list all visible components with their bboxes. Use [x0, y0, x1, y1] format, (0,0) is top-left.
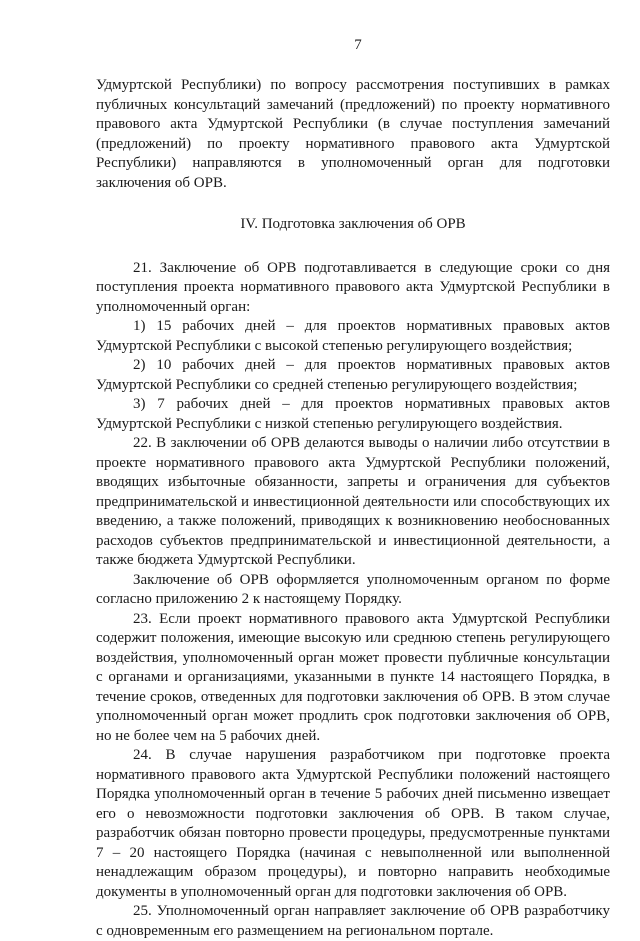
paragraph-21-item-1: 1) 15 рабочих дней – для проектов нормативных правовых актов Удмуртской Республики с высокой степенью регулирующего воздействия; [96, 317, 610, 356]
page-number: 7 [96, 36, 610, 54]
body-before-heading [96, 76, 610, 193]
body-after-heading [96, 259, 610, 941]
paragraph-25: 25. Уполномоченный орган направляет заключение об ОРВ разработчику с одновременным его размещением на региональном портале. [96, 902, 610, 941]
paragraph-21: 21. Заключение об ОРВ подготавливается в следующие сроки со дня поступления проекта нормативного правового акта Удмуртской Республики в уполномоченный орган: [96, 259, 610, 318]
section-heading: IV. Подготовка заключения об ОРВ [96, 215, 610, 235]
paragraph-continuation: Удмуртской Республики) по вопросу рассмотрения поступивших в рамках публичных консультаций замечаний (предложений) по проекту нормативного правового акта Удмуртской Республики (в случае поступления замечаний (предложений) по проекту нормативного правового акта Удмуртской Республики) направляются в уполномоченный орган для подготовки заключения об ОРВ. [96, 76, 610, 193]
paragraph-22: 22. В заключении об ОРВ делаются выводы о наличии либо отсутствии в проекте нормативного правового акта Удмуртской Республики положений, вводящих избыточные обязанности, запреты и ограничения для субъектов предпринимательской и инвестиционной деятельности или способствующих их введению, а также положений, приводящих к возникновению необоснованных расходов субъектов предпринимательской и инвестиционной деятельности, а также бюджета Удмуртской Республики. [96, 434, 610, 571]
paragraph-21-item-3: 3) 7 рабочих дней – для проектов нормативных правовых актов Удмуртской Республики с низкой степенью регулирующего воздействия. [96, 395, 610, 434]
paragraph-21-item-2: 2) 10 рабочих дней – для проектов нормативных правовых актов Удмуртской Республики со средней степенью регулирующего воздействия; [96, 356, 610, 395]
paragraph-23: 23. Если проект нормативного правового акта Удмуртской Республики содержит положения, имеющие высокую или среднюю степень регулирующего воздействия, уполномоченный орган может провести публичные консультации с органами и организациями, указанными в пункте 14 настоящего Порядка, в течение сроков, отведенных для подготовки заключения об ОРВ. В этом случае уполномоченный орган может продлить срок подготовки заключения об ОРВ, но не более чем на 5 рабочих дней. [96, 610, 610, 747]
paragraph-22-form: Заключение об ОРВ оформляется уполномоченным органом по форме согласно приложению 2 к настоящему Порядку. [96, 571, 610, 610]
paragraph-24: 24. В случае нарушения разработчиком при подготовке проекта нормативного правового акта Удмуртской Республики положений настоящего Порядка уполномоченный орган в течение 5 рабочих дней письменно извещает его о невозможности подготовки заключения об ОРВ. В таком случае, разработчик обязан повторно провести процедуры, предусмотренные пунктами 7 – 20 настоящего Порядка (начиная с невыполненной или выполненной ненадлежащим образом процедуры), и повторно направить необходимые документы в уполномоченный орган для подготовки заключения об ОРВ. [96, 746, 610, 902]
